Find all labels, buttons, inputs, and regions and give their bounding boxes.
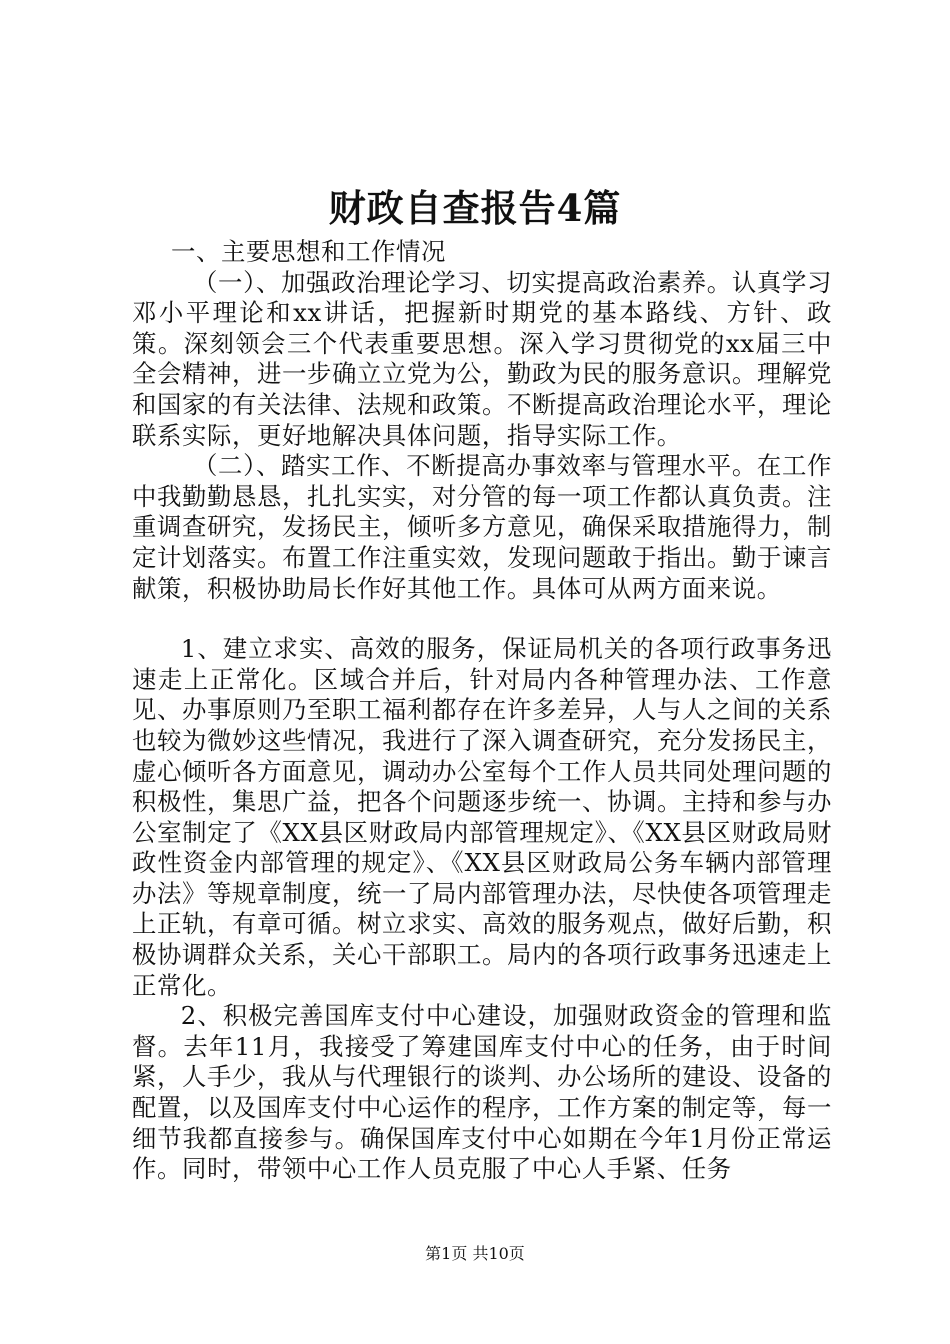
paragraph-work-efficiency: （二）、踏实工作、不断提高办事效率与管理水平。在工作中我勤勤恳恳，扎扎实实，对分管的每一项工作都认真负责。注重调查研究，发扬民主，倾听多方意见，确保采取措施得力，制定计划落实。布置工作注重实效，发现问题敢于指出。勤于谏言献策，积极协助局长作好其他工作。具体可从两方面来说。	[132, 451, 832, 603]
paragraph-item-2: 2、积极完善国库支付中心建设，加强财政资金的管理和监督。去年11月，我接受了筹建国库支付中心的任务，由于时间紧，人手少，我从与代理银行的谈判、办公场所的建设、设备的配置，以及国库支付中心运作的程序，工作方案的制定等，每一细节我都直接参与。确保国库支付中心如期在今年1月份正常运作。同时，带领中心工作人员克服了中心人手紧、任务	[132, 1001, 832, 1184]
document-title: 财政自查报告4篇	[328, 186, 622, 230]
page-footer: 第1页 共10页	[425, 1244, 525, 1263]
section-heading: 一、主要思想和工作情况	[171, 237, 446, 266]
document-body	[132, 237, 832, 1185]
paragraph-item-1: 1、建立求实、高效的服务，保证局机关的各项行政事务迅速走上正常化。区域合并后，针对局内各种管理办法、工作意见、办事原则乃至职工福利都存在许多差异，人与人之间的关系也较为微妙这些情况，我进行了深入调查研究，充分发扬民主，虚心倾听各方面意见，调动办公室每个工作人员共同处理问题的积极性，集思广益，把各个问题逐步统一、协调。主持和参与办公室制定了《XX县区财政局内部管理规定》、《XX县区财政局财政性资金内部管理的规定》、《XX县区财政局公务车辆内部管理办法》等规章制度，统一了局内部管理办法，尽快使各项管理走上正轨，有章可循。树立求实、高效的服务观点，做好后勤，积极协调群众关系，关心干部职工。局内的各项行政事务迅速走上正常化。	[132, 634, 832, 1000]
paragraph-political-study: （一）、加强政治理论学习、切实提高政治素养。认真学习邓小平理论和xx讲话，把握新时期党的基本路线、方针、政策。深刻领会三个代表重要思想。深入学习贯彻党的xx届三中全会精神，进一步确立立党为公，勤政为民的服务意识。理解党和国家的有关法律、法规和政策。不断提高政治理论水平，理论联系实际，更好地解决具体问题，指导实际工作。	[132, 267, 832, 450]
